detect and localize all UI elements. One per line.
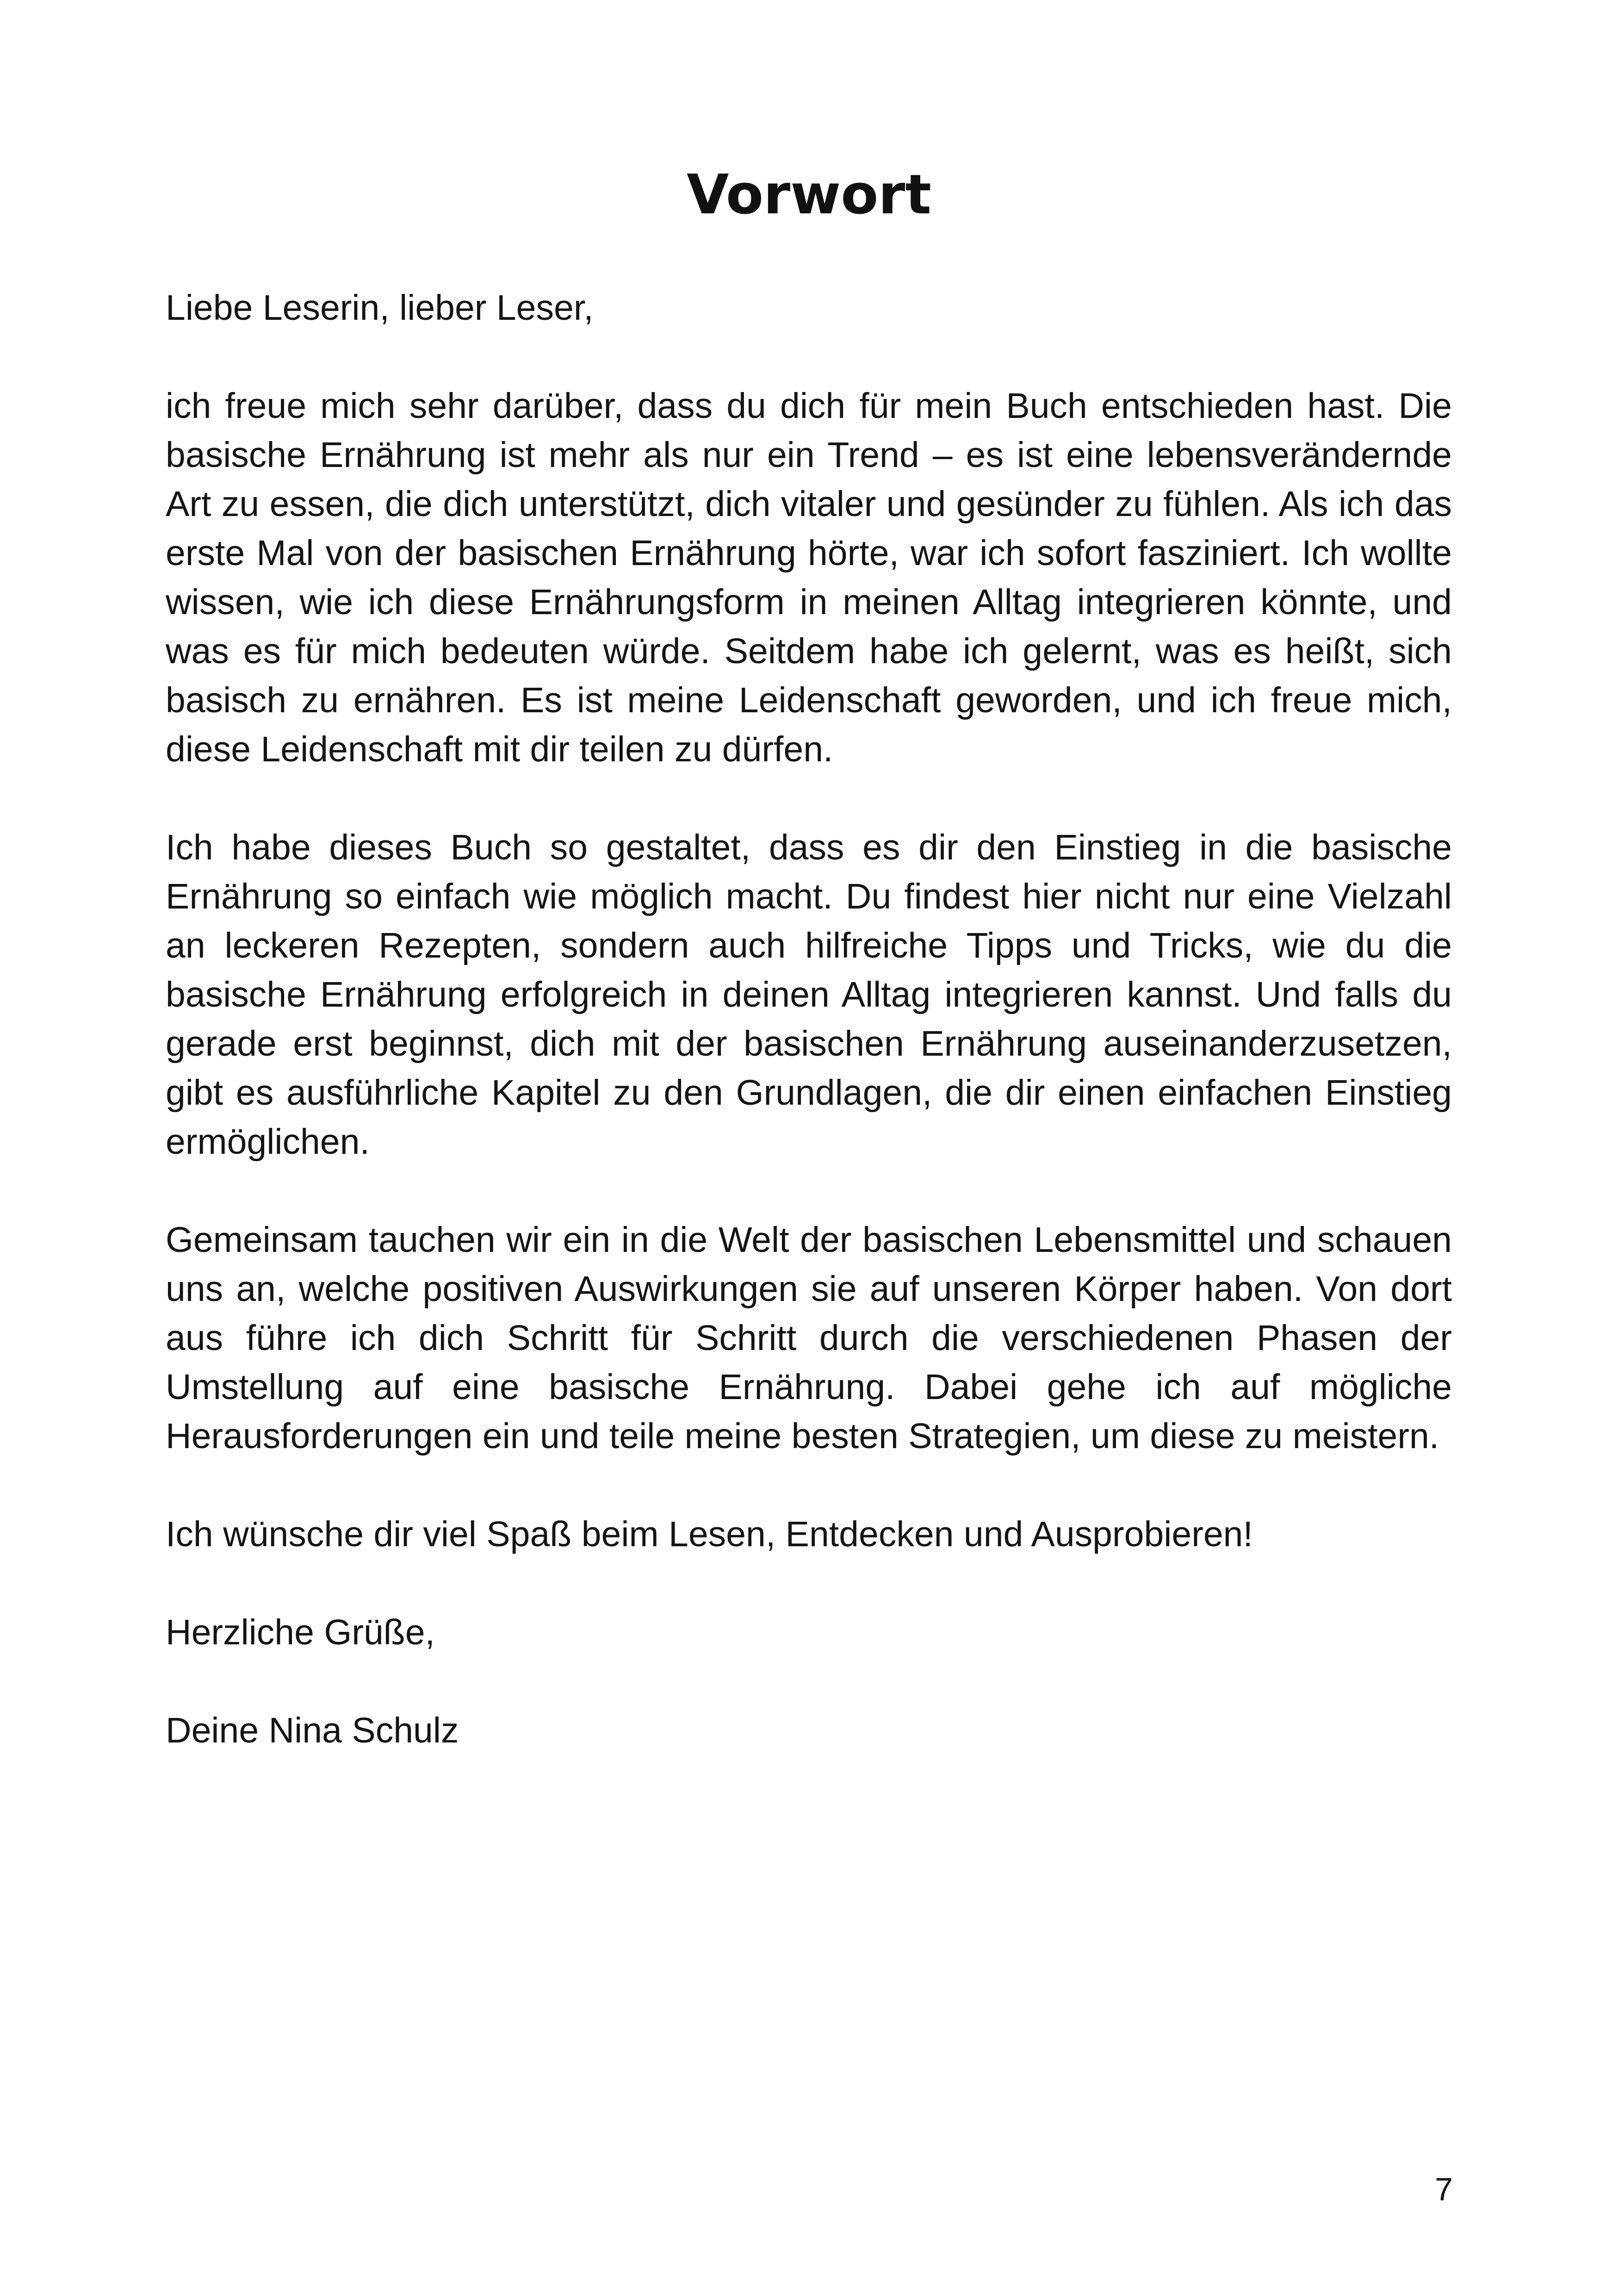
- paragraph-2: Ich habe dieses Buch so gestaltet, dass es dir den Einstieg in die basische Ernährung so einfach wie möglich macht. Du findest hier nicht nur eine Vielzahl an leckeren Rezepten, sondern auch hilfreiche Tipps und Tricks, wie du die basische Ernährung erfolgreich in deinen Alltag integrieren kannst. Und falls du gerade erst beginnst, dich mit der basischen Ernährung auseinanderzusetzen, gibt es ausführliche Kapitel zu den Grundlagen, die dir einen einfachen Einstieg ermöglichen.: [166, 828, 1452, 1162]
- paragraph-1: ich freue mich sehr darüber, dass du dich für mein Buch entschieden hast. Die basische Ernährung ist mehr als nur ein Trend – es ist eine lebensverändernde Art zu essen, die dich unterstützt, dich vitaler und gesünder zu fühlen. Als ich das erste Mal von der basischen Ernährung hörte, war ich sofort fasziniert. Ich wollte wissen, wie ich diese Ernährungsform in meinen Alltag integrieren könnte, und was es für mich bedeuten würde. Seitdem habe ich gelernt, was es heißt, sich basisch zu ernähren. Es ist meine Leidenschaft geworden, und ich freue mich, diese Leidenschaft mit dir teilen zu dürfen.: [166, 386, 1452, 769]
- signature: Deine Nina Schulz: [166, 1711, 459, 1750]
- page-title: Vorwort: [687, 162, 931, 226]
- body-text: [166, 283, 1452, 1804]
- paragraph-4: Ich wünsche dir viel Spaß beim Lesen, Entdecken und Ausprobieren!: [166, 1514, 1253, 1554]
- closing-greeting: Herzliche Grüße,: [166, 1612, 435, 1652]
- page-number: 7: [1435, 2171, 1453, 2207]
- salutation: Liebe Leserin, lieber Leser,: [166, 288, 594, 328]
- paragraph-3: Gemeinsam tauchen wir ein in die Welt der basischen Lebensmittel und schauen uns an, welche positiven Auswirkungen sie auf unseren Körper haben. Von dort aus führe ich dich Schritt für Schritt durch die verschiedenen Phasen der Umstellung auf eine basische Ernährung. Dabei gehe ich auf mögliche Herausforderungen ein und teile meine besten Strategien, um diese zu meistern.: [166, 1220, 1452, 1456]
